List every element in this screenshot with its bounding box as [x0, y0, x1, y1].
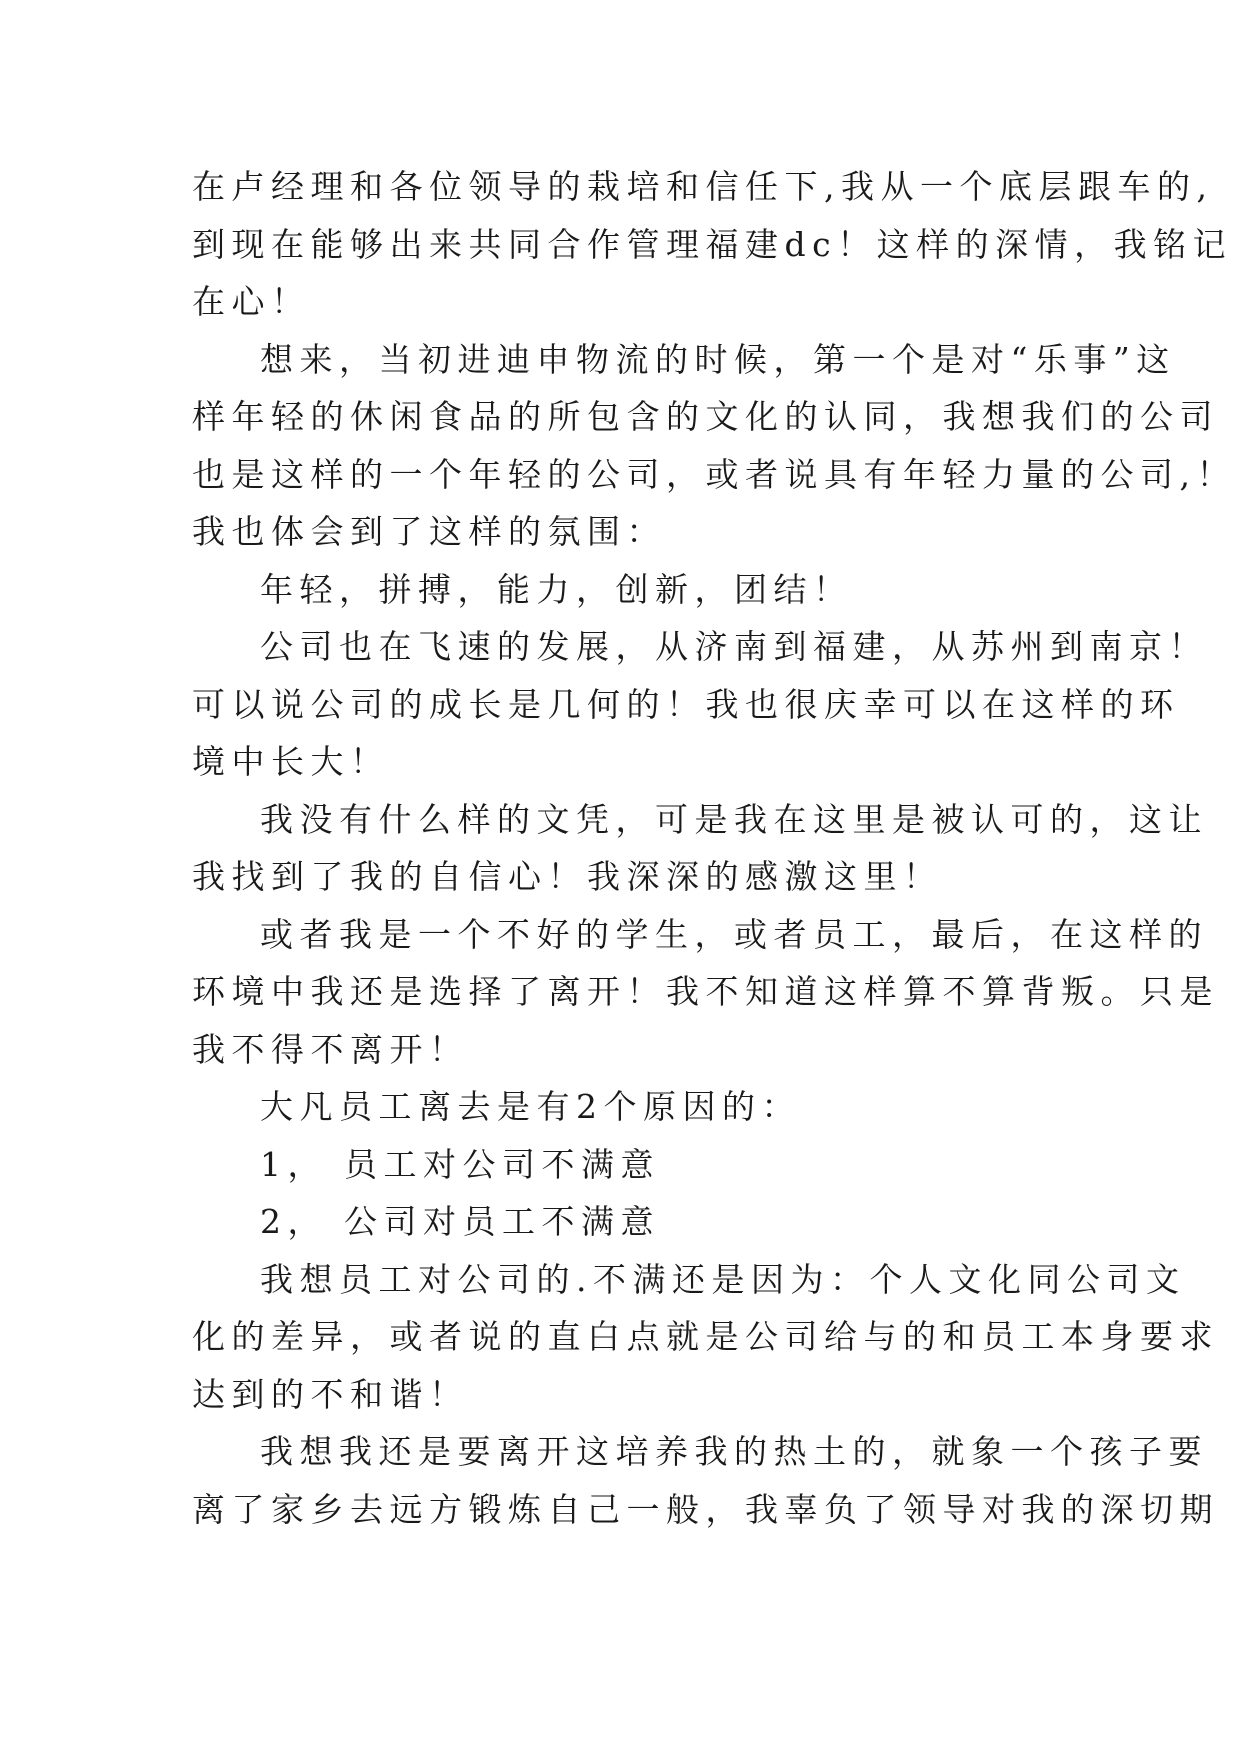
- text-line: 在心！: [192, 282, 311, 321]
- text-line: 境中长大！: [192, 742, 390, 781]
- paragraph: [192, 561, 1072, 619]
- paragraph: [192, 791, 1208, 906]
- text-line: 我找到了我的自信心！我深深的感激这里！: [192, 857, 943, 896]
- text-line: 大凡员工离去是有2个原因的：: [260, 1087, 801, 1126]
- text-line: 2， 公司对员工不满意: [260, 1202, 660, 1241]
- text-line: 或者我是一个不好的学生，或者员工，最后，在这样的: [260, 914, 1208, 954]
- text-line: 到现在能够出来共同合作管理福建dc！这样的深情，我铭记: [192, 224, 1233, 264]
- text-line: 我也体会到了这样的氛围：: [192, 512, 666, 551]
- text-line: 达到的不和谐！: [192, 1374, 469, 1414]
- text-line: 想来，当初进迪申物流的时候，第一个是对“乐事”这: [260, 339, 1176, 379]
- text-line: 离了家乡去远方锻炼自己一般，我辜负了领导对我的深切期: [192, 1489, 1219, 1529]
- text-line: 在卢经理和各位领导的栽培和信任下,我从一个底层跟车的,: [192, 167, 1214, 206]
- text-line: 我不得不离开！: [192, 1029, 469, 1069]
- text-line: 1， 员工对公司不满意: [260, 1144, 660, 1184]
- paragraph: [192, 618, 1208, 791]
- paragraph: [192, 1251, 1219, 1424]
- text-line: 我想我还是要离开这培养我的热土的，就象一个孩子要: [260, 1432, 1208, 1471]
- paragraph: [192, 1423, 1219, 1538]
- paragraph: [192, 158, 1233, 331]
- text-line: 我没有什么样的文凭，可是我在这里是被认可的，这让: [260, 799, 1208, 839]
- text-line: 也是这样的一个年轻的公司，或者说具有年轻力量的公司,！: [192, 454, 1236, 494]
- document-body: [192, 158, 1236, 1538]
- text-line: 样年轻的休闲食品的所包含的文化的认同，我想我们的公司: [192, 397, 1219, 436]
- text-line: 化的差异，或者说的直白点就是公司给与的和员工本身要求: [192, 1317, 1219, 1356]
- text-line: 公司也在飞速的发展，从济南到福建，从苏州到南京！: [260, 627, 1208, 666]
- paragraph: [192, 1193, 1072, 1251]
- paragraph: [192, 906, 1219, 1079]
- text-line: 年轻，拼搏，能力，创新，团结！: [260, 569, 853, 609]
- paragraph: [192, 1136, 1072, 1194]
- paragraph: [192, 331, 1236, 561]
- text-line: 我想员工对公司的.不满还是因为：个人文化同公司文: [260, 1259, 1186, 1299]
- paragraph: [192, 1078, 1072, 1136]
- text-line: 环境中我还是选择了离开！我不知道这样算不算背叛。只是: [192, 972, 1219, 1011]
- text-line: 可以说公司的成长是几何的！我也很庆幸可以在这样的环: [192, 684, 1180, 724]
